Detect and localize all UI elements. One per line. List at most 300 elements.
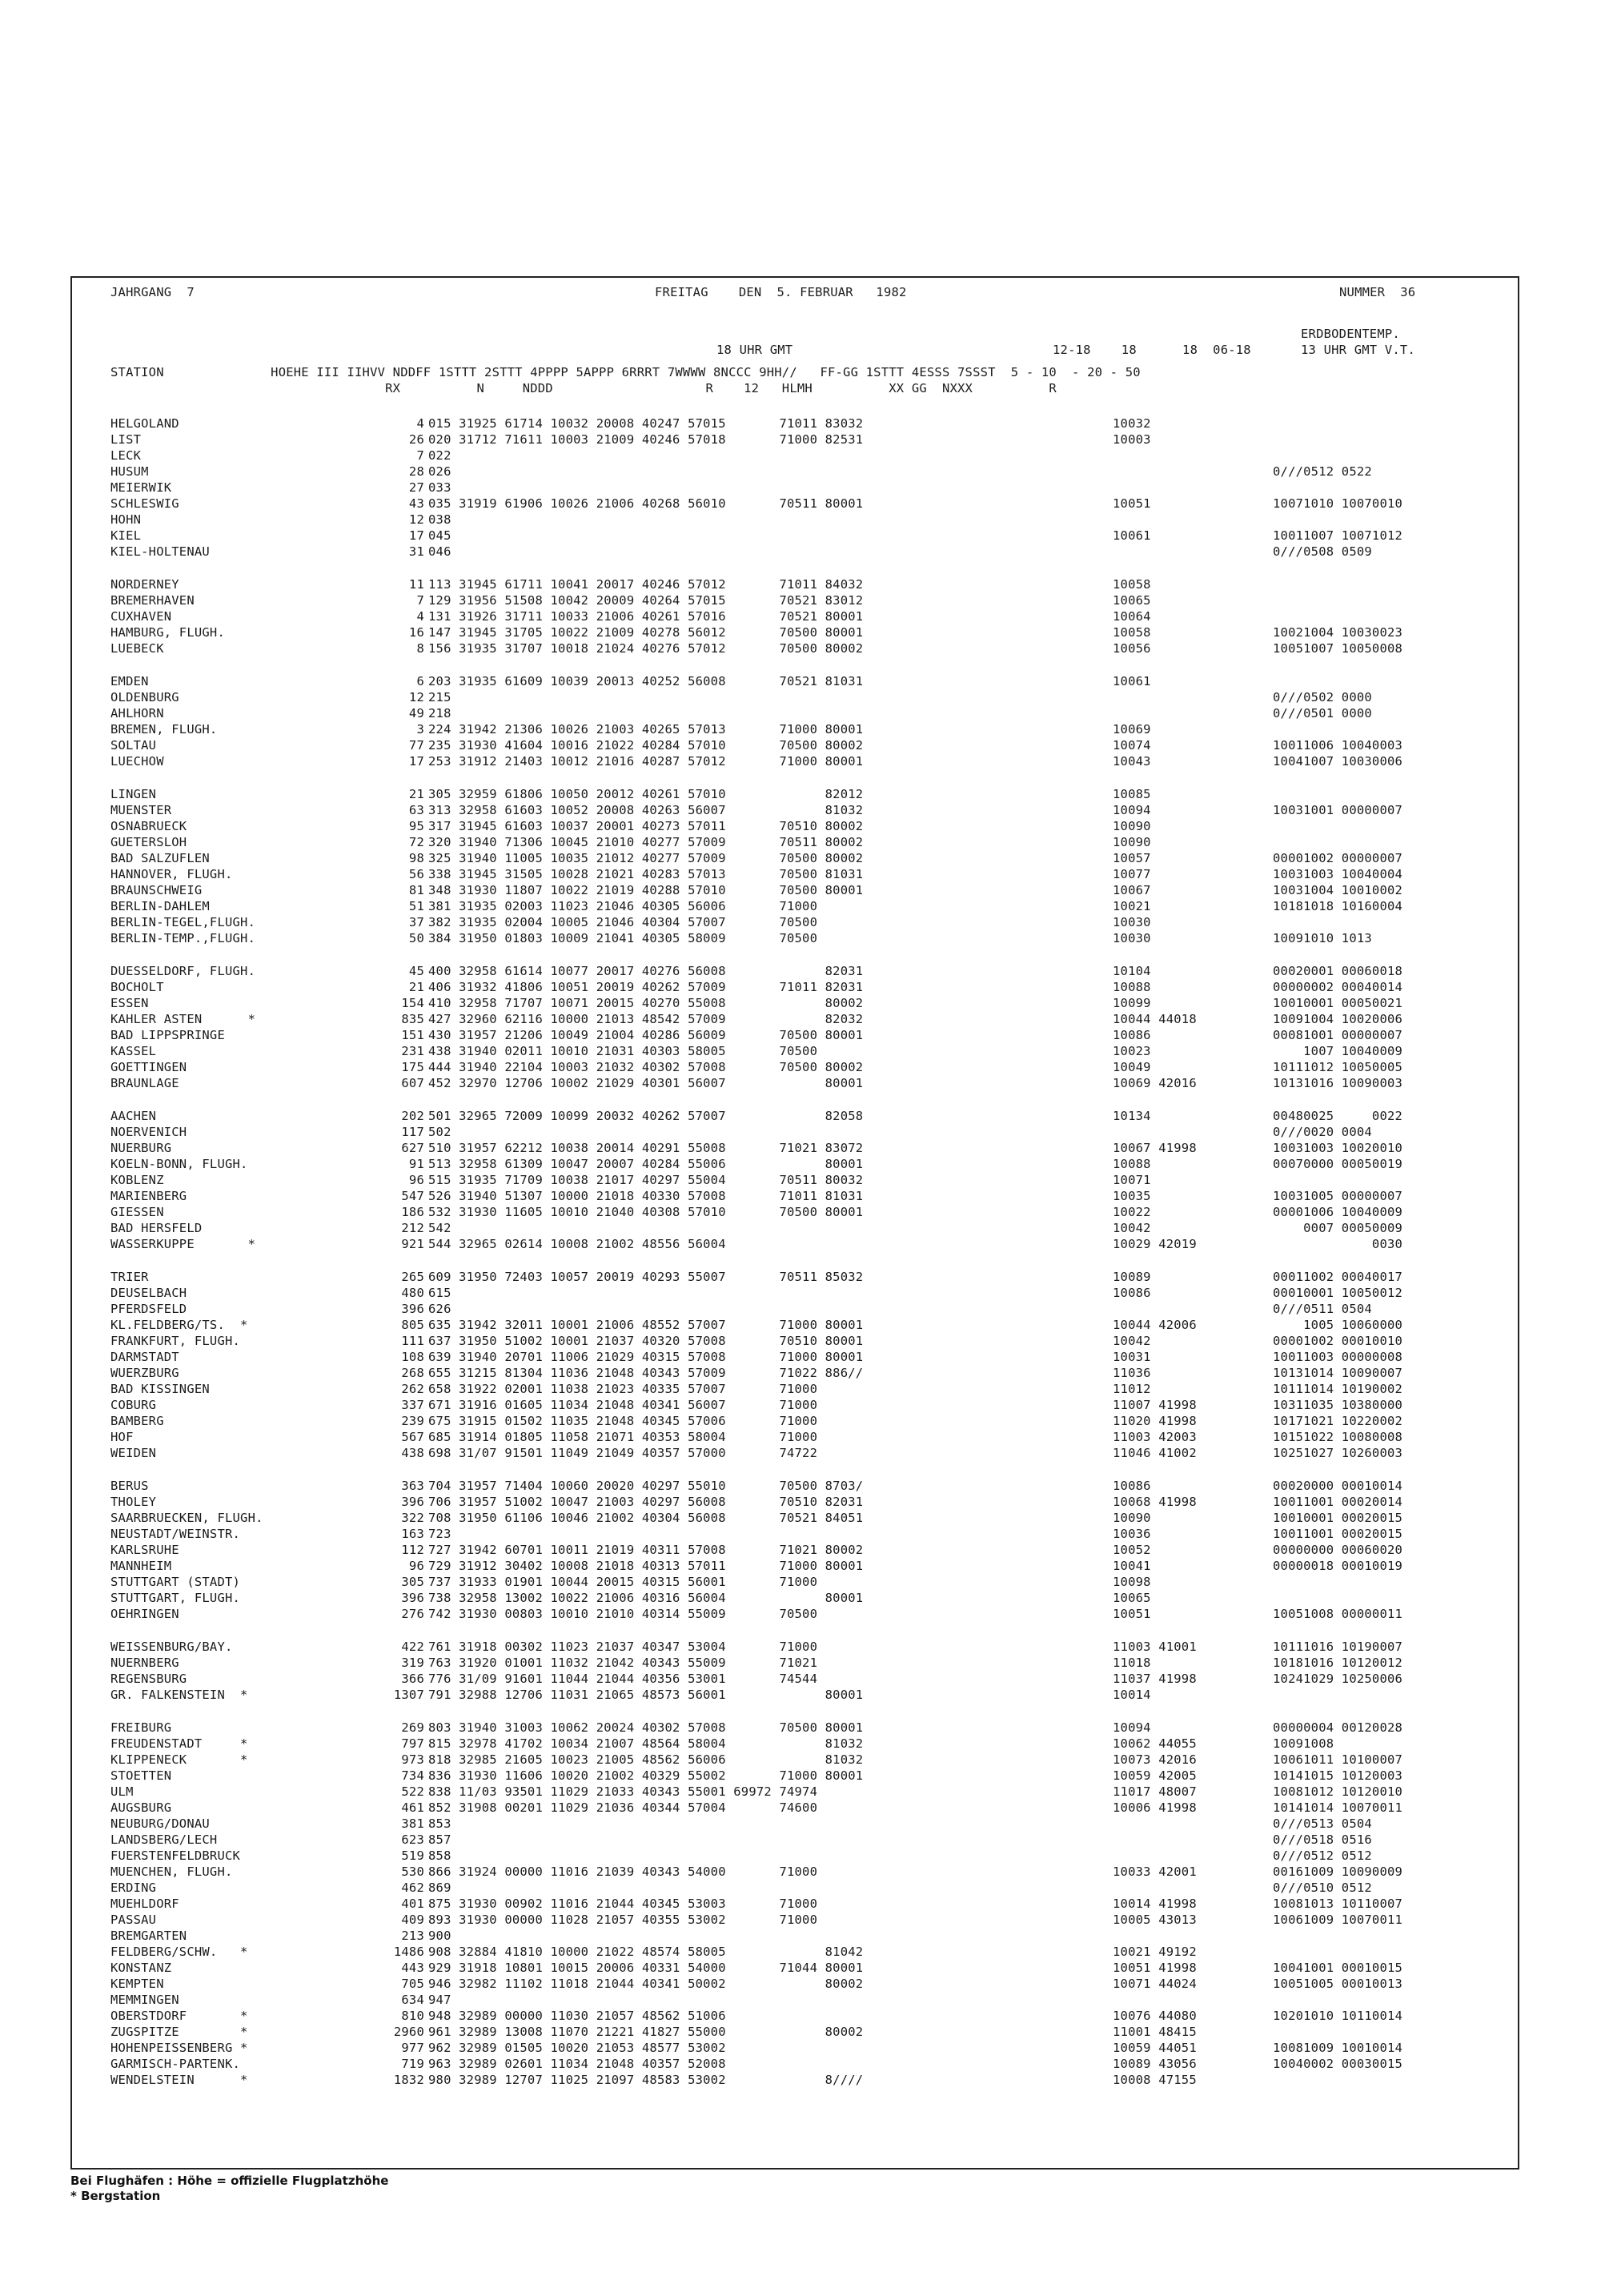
synop-codes: 235 31930 41604 10016 21022 40284 57010 70500 80002 xyxy=(428,738,864,753)
synop-codes: 215 xyxy=(428,690,451,704)
station-name: MARIENBERG xyxy=(110,1189,187,1203)
station-name: LUEBECK xyxy=(110,641,164,656)
station-name: LIST xyxy=(110,432,142,447)
group-18: 10043 xyxy=(1113,754,1151,769)
synop-codes: 857 xyxy=(428,1832,451,1847)
table-row xyxy=(72,2040,1518,2056)
station-height: 45 xyxy=(408,964,424,978)
station-height: 239 xyxy=(401,1414,424,1428)
group-18: 10014 xyxy=(1113,1688,1151,1702)
table-row xyxy=(72,1429,1518,1445)
station-name: KASSEL xyxy=(110,1044,157,1058)
synop-codes: 737 31933 01901 10044 20015 40315 56001 71000 xyxy=(428,1575,818,1589)
station-name: HUSUM xyxy=(110,464,149,479)
table-row xyxy=(72,1606,1518,1622)
soil-temp: 10091004 10020006 xyxy=(1273,1012,1403,1026)
group-18: 10057 xyxy=(1113,851,1151,865)
synop-codes: 444 31940 22104 10003 21032 40302 57008 70500 80002 xyxy=(428,1060,864,1074)
station-name: COBURG xyxy=(110,1398,157,1412)
group-18: 10090 xyxy=(1113,835,1151,849)
station-height: 12 xyxy=(408,512,424,527)
station-height: 151 xyxy=(401,1028,424,1042)
station-name: REGENSBURG xyxy=(110,1672,187,1686)
soil-temp: 10201010 10110014 xyxy=(1273,2009,1403,2023)
table-row xyxy=(72,1976,1518,1992)
table-row xyxy=(72,1639,1518,1655)
station-name: KIEL xyxy=(110,528,142,543)
station-height: 269 xyxy=(401,1720,424,1735)
station-height: 81 xyxy=(408,883,424,897)
station-name: MEMMINGEN xyxy=(110,1993,179,2007)
synop-codes: 502 xyxy=(428,1125,451,1139)
group-18: 10061 xyxy=(1113,674,1151,688)
soil-temp: 10111016 10190007 xyxy=(1273,1640,1403,1654)
group-18: 10035 xyxy=(1113,1189,1151,1203)
station-name: HOHENPEISSENBERG * xyxy=(110,2041,248,2055)
synop-codes: 406 31932 41806 10051 20019 40262 57009 71011 82031 xyxy=(428,980,864,994)
soil-temp: 0///0512 0512 xyxy=(1273,1848,1372,1863)
station-height: 547 xyxy=(401,1189,424,1203)
station-name: MUENSTER xyxy=(110,803,172,817)
table-row xyxy=(72,1896,1518,1912)
station-height: 4 xyxy=(416,609,424,624)
station-height: 268 xyxy=(401,1366,424,1380)
station-name: OBERSTDORF * xyxy=(110,2009,248,2023)
table-row xyxy=(72,689,1518,705)
group-18: 10104 xyxy=(1113,964,1151,978)
station-name: FREUDENSTADT * xyxy=(110,1736,248,1751)
table-row xyxy=(72,721,1518,737)
station-name: MEIERWIK xyxy=(110,480,172,495)
table-row xyxy=(72,1510,1518,1526)
station-height: 2960 xyxy=(393,2025,424,2039)
synop-codes: 317 31945 61603 10037 20001 40273 57011 70510 80002 xyxy=(428,819,864,833)
synop-codes: 658 31922 02001 11038 21023 40335 57007 71000 xyxy=(428,1382,818,1396)
synop-codes: 893 31930 00000 11028 21057 40355 53002 71000 xyxy=(428,1913,818,1927)
synop-codes: 501 32965 72009 10099 20032 40262 57007 82058 xyxy=(428,1109,864,1123)
station-height: 12 xyxy=(408,690,424,704)
station-name: AUGSBURG xyxy=(110,1800,172,1815)
table-row xyxy=(72,1075,1518,1091)
synop-codes: 156 31935 31707 10018 21024 40276 57012 70500 80002 xyxy=(428,641,864,656)
station-name: ESSEN xyxy=(110,996,149,1010)
table-row xyxy=(72,1816,1518,1832)
table-row xyxy=(72,818,1518,834)
table-row xyxy=(72,753,1518,769)
station-name: BAD HERSFELD xyxy=(110,1221,203,1235)
station-height: 363 xyxy=(401,1479,424,1493)
synop-codes: 438 31940 02011 10010 21031 40303 58005 70500 xyxy=(428,1044,818,1058)
synop-codes: 513 32958 61309 10047 20007 40284 55006 80001 xyxy=(428,1157,864,1171)
station-height: 17 xyxy=(408,754,424,769)
station-height: 98 xyxy=(408,851,424,865)
station-height: 7 xyxy=(416,593,424,608)
table-row xyxy=(72,1800,1518,1816)
station-height: 443 xyxy=(401,1961,424,1975)
station-name: CUXHAVEN xyxy=(110,609,172,624)
station-height: 627 xyxy=(401,1141,424,1155)
station-height: 1307 xyxy=(393,1688,424,1702)
soil-temp: 00000018 00010019 xyxy=(1273,1559,1403,1573)
table-row xyxy=(72,1720,1518,1736)
table-row xyxy=(72,1269,1518,1285)
table-row xyxy=(72,1027,1518,1043)
synop-codes: 015 31925 61714 10032 20008 40247 57015 71011 83032 xyxy=(428,416,864,431)
synop-codes: 980 32989 12707 11025 21097 48583 53002 8//// xyxy=(428,2073,864,2087)
group-18: 10023 xyxy=(1113,1044,1151,1058)
soil-temp: 10011006 10040003 xyxy=(1273,738,1403,753)
synop-codes: 026 xyxy=(428,464,451,479)
group-18: 10051 41998 xyxy=(1113,1961,1197,1975)
station-name: KAHLER ASTEN * xyxy=(110,1012,256,1026)
synop-codes: 400 32958 61614 10077 20017 40276 56008 82031 xyxy=(428,964,864,978)
synop-codes: 544 32965 02614 10008 21002 48556 56004 xyxy=(428,1237,726,1251)
soil-temp: 10131016 10090003 xyxy=(1273,1076,1403,1090)
soil-temp: 0///0501 0000 xyxy=(1273,706,1372,721)
group-18: 11020 41998 xyxy=(1113,1414,1197,1428)
station-name: WEIDEN xyxy=(110,1446,157,1460)
station-name: BRAUNLAGE xyxy=(110,1076,179,1090)
group-18: 10073 42016 xyxy=(1113,1752,1197,1767)
soil-temp: 0///0502 0000 xyxy=(1273,690,1372,704)
soil-temp: 10061011 10100007 xyxy=(1273,1752,1403,1767)
station-name: KEMPTEN xyxy=(110,1977,164,1991)
group-18: 10036 xyxy=(1113,1527,1151,1541)
group-18: 10086 xyxy=(1113,1479,1151,1493)
station-name: GIESSEN xyxy=(110,1205,164,1219)
station-name: WUERZBURG xyxy=(110,1366,179,1380)
station-height: 305 xyxy=(401,1575,424,1589)
synop-codes: 510 31957 62212 10038 20014 40291 55008 71021 83072 xyxy=(428,1141,864,1155)
synop-codes: 836 31930 11606 10020 21002 40329 55002 71000 80001 xyxy=(428,1768,864,1783)
group-18: 11012 xyxy=(1113,1382,1151,1396)
table-row xyxy=(72,1590,1518,1606)
table-row xyxy=(72,1349,1518,1365)
table-row xyxy=(72,705,1518,721)
group-18: 10134 xyxy=(1113,1109,1151,1123)
synop-codes: 542 xyxy=(428,1221,451,1235)
station-height: 21 xyxy=(408,787,424,801)
station-height: 835 xyxy=(401,1012,424,1026)
station-height: 51 xyxy=(408,899,424,913)
synop-codes: 852 31908 00201 11029 21036 40344 57004 74600 xyxy=(428,1800,818,1815)
soil-temp: 10241029 10250006 xyxy=(1273,1672,1403,1686)
station-height: 607 xyxy=(401,1076,424,1090)
synop-codes: 427 32960 62116 10000 21013 48542 57009 82032 xyxy=(428,1012,864,1026)
station-height: 973 xyxy=(401,1752,424,1767)
station-height: 1832 xyxy=(393,2073,424,2087)
table-row xyxy=(72,1784,1518,1800)
station-height: 634 xyxy=(401,1993,424,2007)
soil-temp: 00001002 00000007 xyxy=(1273,851,1403,865)
station-height: 212 xyxy=(401,1221,424,1235)
table-row xyxy=(72,1156,1518,1172)
group-18: 11037 41998 xyxy=(1113,1672,1197,1686)
station-name: BREMGARTEN xyxy=(110,1929,187,1943)
synop-codes: 515 31935 71709 10038 21017 40297 55004 70511 80032 xyxy=(428,1173,864,1187)
synop-codes: 763 31920 01001 11032 21042 40343 55009 71021 xyxy=(428,1656,818,1670)
table-row xyxy=(72,1992,1518,2008)
column-header-line2: RX N NDDD R 12 HLMH XX GG NXXX R xyxy=(110,381,1057,395)
group-18: 10033 42001 xyxy=(1113,1864,1197,1879)
table-row xyxy=(72,2008,1518,2024)
table-row xyxy=(72,1880,1518,1896)
station-height: 95 xyxy=(408,819,424,833)
station-height: 4 xyxy=(416,416,424,431)
soil-temp: 00001002 00010010 xyxy=(1273,1334,1403,1348)
station-name: SAARBRUECKEN, FLUGH. xyxy=(110,1511,263,1525)
station-height: 623 xyxy=(401,1832,424,1847)
station-height: 977 xyxy=(401,2041,424,2055)
synop-codes: 963 32989 02601 11034 21048 40357 52008 xyxy=(428,2057,726,2071)
table-row xyxy=(72,963,1518,979)
synop-codes: 129 31956 51508 10042 20009 40264 57015 70521 83012 xyxy=(428,593,864,608)
station-height: 186 xyxy=(401,1205,424,1219)
footnotes xyxy=(70,2174,388,2204)
station-name: BERLIN-DAHLEM xyxy=(110,899,210,913)
soil-temp: 0///0511 0504 xyxy=(1273,1302,1372,1316)
group-18: 10061 xyxy=(1113,528,1151,543)
group-18: 10042 xyxy=(1113,1334,1151,1348)
synop-codes: 038 xyxy=(428,512,451,527)
table-row xyxy=(72,834,1518,850)
synop-codes: 320 31940 71306 10045 21010 40277 57009 70511 80002 xyxy=(428,835,864,849)
station-name: NUERBURG xyxy=(110,1141,172,1155)
synop-codes: 020 31712 71611 10003 21009 40246 57018 71000 82531 xyxy=(428,432,864,447)
synop-codes: 381 31935 02003 11023 21046 40305 56006 71000 xyxy=(428,899,818,913)
table-row xyxy=(72,1526,1518,1542)
synop-codes: 908 32884 41810 10000 21022 48574 58005 81042 xyxy=(428,1945,864,1959)
table-row xyxy=(72,496,1518,512)
synop-codes: 637 31950 51002 10001 21037 40320 57008 70510 80001 xyxy=(428,1334,864,1348)
station-name: OEHRINGEN xyxy=(110,1607,179,1621)
station-height: 50 xyxy=(408,931,424,945)
soil-temp: 10041001 00010015 xyxy=(1273,1961,1403,1975)
station-height: 337 xyxy=(401,1398,424,1412)
synop-codes: 685 31914 01805 11058 21071 40353 58004 71000 xyxy=(428,1430,818,1444)
soil-temp: 10031004 10010002 xyxy=(1273,883,1403,897)
table-row xyxy=(72,448,1518,464)
table-row xyxy=(72,802,1518,818)
synop-codes: 224 31942 21306 10026 21003 40265 57013 71000 80001 xyxy=(428,722,864,737)
synop-codes: 526 31940 51307 10000 21018 40330 57008 71011 81031 xyxy=(428,1189,864,1203)
synop-codes: 947 xyxy=(428,1993,451,2007)
soil-temp: 00010001 10050012 xyxy=(1273,1286,1403,1300)
station-height: 3 xyxy=(416,722,424,737)
group-18: 10071 xyxy=(1113,1173,1151,1187)
synop-codes: 626 xyxy=(428,1302,451,1316)
group-18: 10067 xyxy=(1113,883,1151,897)
erdboden-sub: 13 UHR GMT V.T. xyxy=(1301,343,1415,357)
synop-codes: 348 31930 11807 10022 21019 40288 57010 70500 80001 xyxy=(428,883,864,897)
group-18: 10058 xyxy=(1113,577,1151,592)
table-row xyxy=(72,1124,1518,1140)
soil-temp: 0///0508 0509 xyxy=(1273,544,1372,559)
station-name: BREMERHAVEN xyxy=(110,593,195,608)
synop-codes: 803 31940 31003 10062 20024 40302 57008 70500 80001 xyxy=(428,1720,864,1735)
table-row xyxy=(72,1220,1518,1236)
synop-codes: 410 32958 71707 10071 20015 40270 55008 80002 xyxy=(428,996,864,1010)
station-height: 27 xyxy=(408,480,424,495)
station-height: 522 xyxy=(401,1784,424,1799)
group-18: 10065 xyxy=(1113,1591,1151,1605)
group-18: 10089 43056 xyxy=(1113,2057,1197,2071)
soil-temp: 00480025 0022 xyxy=(1273,1109,1403,1123)
group-18: 10005 43013 xyxy=(1113,1913,1197,1927)
group-18: 10088 xyxy=(1113,1157,1151,1171)
station-height: 117 xyxy=(401,1125,424,1139)
station-name: STOETTEN xyxy=(110,1768,172,1783)
station-height: 396 xyxy=(401,1302,424,1316)
group-18: 10074 xyxy=(1113,738,1151,753)
station-height: 6 xyxy=(416,674,424,688)
table-row xyxy=(72,1108,1518,1124)
group-18: 11046 41002 xyxy=(1113,1446,1197,1460)
station-name: AHLHORN xyxy=(110,706,164,721)
soil-temp: 1007 10040009 xyxy=(1273,1044,1403,1058)
table-row xyxy=(72,1574,1518,1590)
group-18: 10099 xyxy=(1113,996,1151,1010)
soil-temp: 10081009 10010014 xyxy=(1273,2041,1403,2055)
station-name: HOF xyxy=(110,1430,134,1444)
group-18: 10052 xyxy=(1113,1543,1151,1557)
synop-codes: 698 31/07 91501 11049 21049 40357 57000 74722 xyxy=(428,1446,818,1460)
synop-codes: 655 31215 81304 11036 21048 40343 57009 71022 886// xyxy=(428,1366,864,1380)
station-name: KLIPPENECK * xyxy=(110,1752,248,1767)
group-18: 10094 xyxy=(1113,1720,1151,1735)
group-18: 10049 xyxy=(1113,1060,1151,1074)
group-18: 10067 41998 xyxy=(1113,1141,1197,1155)
table-row xyxy=(72,1059,1518,1075)
station-height: 530 xyxy=(401,1864,424,1879)
group-18: 10021 xyxy=(1113,899,1151,913)
soil-temp: 10171021 10220002 xyxy=(1273,1414,1403,1428)
table-row xyxy=(72,979,1518,995)
soil-temp: 0///0510 0512 xyxy=(1273,1881,1372,1895)
group-18: 10032 xyxy=(1113,416,1151,431)
soil-temp: 10311035 10380000 xyxy=(1273,1398,1403,1412)
synop-codes: 866 31924 00000 11016 21039 40343 54000 71000 xyxy=(428,1864,818,1879)
table-row xyxy=(72,2072,1518,2088)
soil-temp: 10031003 10020010 xyxy=(1273,1141,1403,1155)
group-18: 11018 xyxy=(1113,1656,1151,1670)
synop-codes: 738 32958 13002 10022 21006 40316 56004 80001 xyxy=(428,1591,864,1605)
station-height: 16 xyxy=(408,625,424,640)
table-row xyxy=(72,1011,1518,1027)
station-height: 480 xyxy=(401,1286,424,1300)
table-row xyxy=(72,1558,1518,1574)
group-18: 10090 xyxy=(1113,819,1151,833)
soil-temp: 10091008 xyxy=(1273,1736,1334,1751)
station-height: 37 xyxy=(408,915,424,929)
table-row xyxy=(72,640,1518,656)
table-row xyxy=(72,1381,1518,1397)
table-row xyxy=(72,673,1518,689)
station-name: BERLIN-TEGEL,FLUGH. xyxy=(110,915,256,929)
table-row xyxy=(72,737,1518,753)
station-height: 231 xyxy=(401,1044,424,1058)
group-18: 10088 xyxy=(1113,980,1151,994)
soil-temp: 10151022 10080008 xyxy=(1273,1430,1403,1444)
group-18: 10069 42016 xyxy=(1113,1076,1197,1090)
soil-temp: 00000000 00060020 xyxy=(1273,1543,1403,1557)
soil-temp: 00081001 00000007 xyxy=(1273,1028,1403,1042)
soil-temp: 10141014 10070011 xyxy=(1273,1800,1403,1815)
station-height: 396 xyxy=(401,1591,424,1605)
station-name: HAMBURG, FLUGH. xyxy=(110,625,225,640)
synop-codes: 961 32989 13008 11070 21221 41827 55000 80002 xyxy=(428,2025,864,2039)
station-name: KIEL-HOLTENAU xyxy=(110,544,210,559)
column-header-line1: STATION HOEHE III IIHVV NDDFF 1STTT 2STTT 4PPPP 5APPP 6RRRT 7WWWW 8NCCC 9HH// FF-GG 1STTT 4ESSS 7SSST 5 - 10 - 20 - 50 xyxy=(110,365,1141,379)
station-height: 7 xyxy=(416,448,424,463)
table-row xyxy=(72,1317,1518,1333)
group-18: 10059 44051 xyxy=(1113,2041,1197,2055)
table-row xyxy=(72,1043,1518,1059)
group-18: 10044 42006 xyxy=(1113,1318,1197,1332)
station-name: BAD LIPPSPRINGE xyxy=(110,1028,225,1042)
soil-temp: 10011001 00020014 xyxy=(1273,1495,1403,1509)
station-name: EMDEN xyxy=(110,674,149,688)
station-name: KONSTANZ xyxy=(110,1961,172,1975)
soil-temp: 10091010 1013 xyxy=(1273,931,1372,945)
group-18: 10064 xyxy=(1113,609,1151,624)
soil-temp: 10131014 10090007 xyxy=(1273,1366,1403,1380)
soil-temp: 10031005 00000007 xyxy=(1273,1189,1403,1203)
station-height: 96 xyxy=(408,1559,424,1573)
table-row xyxy=(72,432,1518,448)
group-18: 10071 44024 xyxy=(1113,1977,1197,1991)
soil-temp: 10051008 00000011 xyxy=(1273,1607,1403,1621)
synop-codes: 708 31950 61106 10046 21002 40304 56008 70521 84051 xyxy=(428,1511,864,1525)
group-18: 10051 xyxy=(1113,496,1151,511)
station-name: ZUGSPITZE * xyxy=(110,2025,248,2039)
synop-codes: 639 31940 20701 11006 21029 40315 57008 71000 80001 xyxy=(428,1350,864,1364)
table-row xyxy=(72,850,1518,866)
station-name: WASSERKUPPE * xyxy=(110,1237,256,1251)
soil-temp: 10111014 10190002 xyxy=(1273,1382,1403,1396)
group-18: 10042 xyxy=(1113,1221,1151,1235)
jahrgang-label: JAHRGANG 7 xyxy=(110,285,195,299)
station-name: GUETERSLOH xyxy=(110,835,187,849)
station-name: OSNABRUECK xyxy=(110,819,187,833)
station-height: 438 xyxy=(401,1446,424,1460)
synop-codes: 706 31957 51002 10047 21003 40297 56008 70510 82031 xyxy=(428,1495,864,1509)
synop-codes: 033 xyxy=(428,480,451,495)
station-height: 734 xyxy=(401,1768,424,1783)
station-name: LUECHOW xyxy=(110,754,164,769)
station-name: PASSAU xyxy=(110,1913,157,1927)
table-row xyxy=(72,1960,1518,1976)
synop-codes: 046 xyxy=(428,544,451,559)
station-name: KOELN-BONN, FLUGH. xyxy=(110,1157,248,1171)
table-row xyxy=(72,1944,1518,1960)
synop-codes: 305 32959 61806 10050 20012 40261 57010 82012 xyxy=(428,787,864,801)
group-18: 10094 xyxy=(1113,803,1151,817)
station-name: HELGOLAND xyxy=(110,416,179,431)
soil-temp: 0///0513 0504 xyxy=(1273,1816,1372,1831)
station-height: 401 xyxy=(401,1897,424,1911)
synop-codes: 671 31916 01605 11034 21048 40341 56007 71000 xyxy=(428,1398,818,1412)
station-name: LINGEN xyxy=(110,787,157,801)
station-height: 705 xyxy=(401,1977,424,1991)
table-row xyxy=(72,1912,1518,1928)
table-row xyxy=(72,1413,1518,1429)
station-height: 276 xyxy=(401,1607,424,1621)
table-row xyxy=(72,1655,1518,1671)
soil-temp: 10011003 00000008 xyxy=(1273,1350,1403,1364)
synop-codes: 791 32988 12706 11031 21065 48573 56001 80001 xyxy=(428,1688,864,1702)
station-height: 175 xyxy=(401,1060,424,1074)
